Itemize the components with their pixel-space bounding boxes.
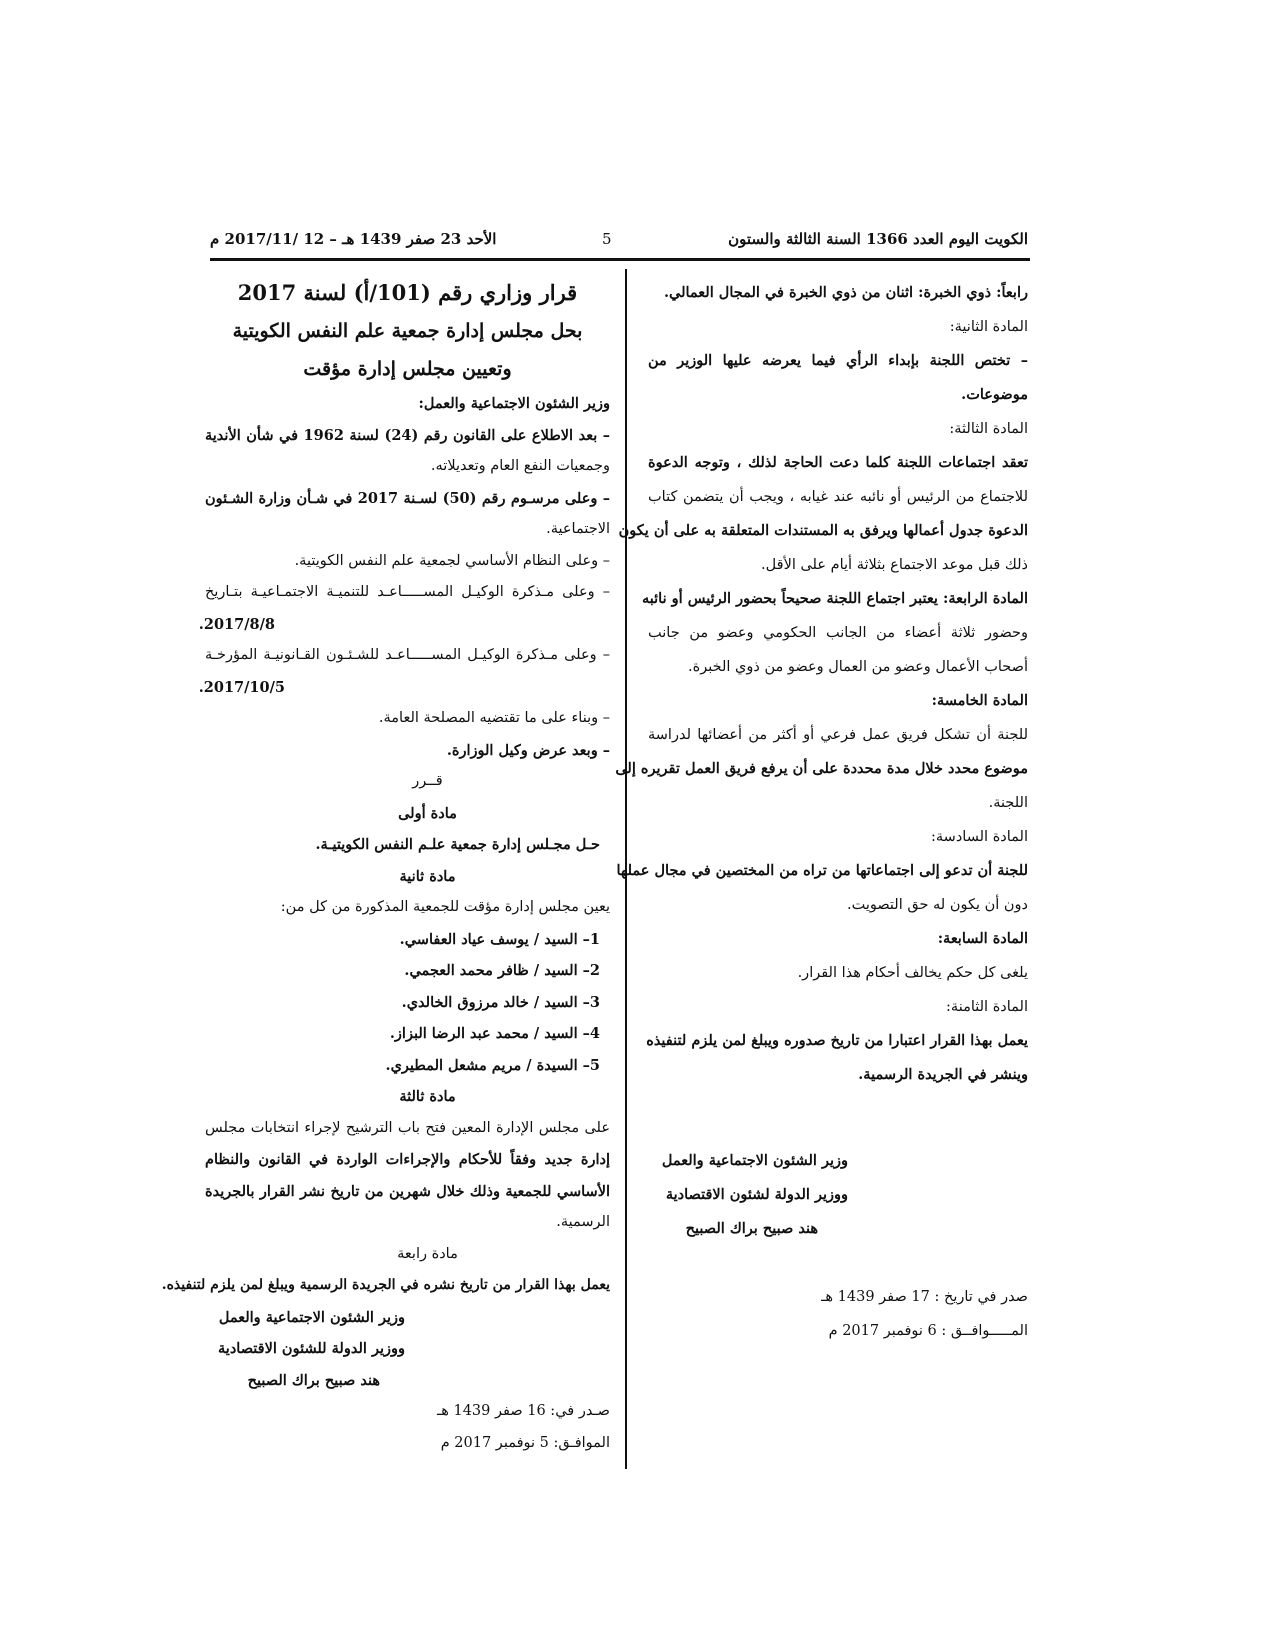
signature-line: ووزير الدولة لشئون الاقتصادية [665,1186,848,1203]
paragraph-line: يلغى كل حكم يخالف أحكام هذا القرار. [797,965,1028,981]
paragraph-line: وحضور ثلاثة أعضاء من الجانب الحكومي وعضو من جانب [648,625,1028,641]
paragraph-line: يعين مجلس إدارة مؤقت للجمعية المذكورة من كل من: [280,899,610,915]
article-heading: المادة السادسة: [931,829,1028,845]
paragraph-line: – وعلى النظام الأساسي لجمعية علم النفس الكويتية. [294,552,610,569]
paragraph-line: يعمل بهذا القرار من تاريخ نشره في الجريدة الرسمية ويبلغ لمن يلزم لتنفيذه. [161,1277,610,1293]
article-heading: المادة الخامسة: [931,692,1028,709]
page-number: 5 [602,230,612,248]
header-issue-info: الكويت اليوم العدد 1366 السنة الثالثة والستون [728,230,1028,248]
paragraph-line: اللجنة. [988,795,1028,811]
paragraph-line: موضوعات. [961,386,1028,403]
list-item: 3– السيد / خالد مرزوق الخالدي. [401,993,600,1011]
paragraph-line: أصحاب الأعمال وعضو من العمال وعضو من ذوي الخبرة. [688,659,1028,675]
paragraph-line: ذلك قبل موعد الاجتماع بثلاثة أيام على الأقل. [761,557,1028,573]
left-column [161,274,611,1459]
issue-date-block [648,1280,1028,1348]
paragraph-line: تعقد اجتماعات اللجنة كلما دعت الحاجة لذلك ، وتوجه الدعوة [648,454,1028,471]
paragraph-line: – بعد الاطلاع على القانون رقم (24) لسنة 1962 في شأن الأندية [205,426,610,444]
list-item: 4– السيد / محمد عبد الرضا البزاز. [389,1025,600,1042]
paragraph-line: للاجتماع من الرئيس أو نائبه عند غيابه ، ويجب أن يتضمن كتاب [648,489,1028,505]
right-column [615,276,1028,1348]
signature-line: وزير الشئون الاجتماعية والعمل [218,1308,405,1326]
paragraph-line: وزير الشئون الاجتماعية والعمل: [418,395,610,412]
article-heading: مادة رابعة [397,1245,458,1262]
article-heading: المادة الثالثة: [949,421,1028,437]
paragraph-line: للجنة أن تدعو إلى اجتماعاتها من تراه من المختصين في مجال عملها [616,862,1028,879]
page-header [210,230,1028,254]
paragraph-line: وينشر في الجريدة الرسمية. [858,1066,1028,1083]
signature-name: هند صبيح براك الصبيح [685,1220,818,1237]
paragraph-line: الأساسي للجمعية وذلك خلال شهرين من تاريخ نشر القرار بالجريدة [205,1182,610,1200]
paragraph-line: وجمعيات النفع العام وتعديلاته. [430,458,610,474]
paragraph-line: المادة الرابعة: يعتبر اجتماع اللجنة صحيحاً بحضور الرئيس أو نائبه [641,590,1028,607]
paragraph-line: 2017/10/5. [198,678,285,696]
paragraph-line: – وبعد عرض وكيل الوزارة. [446,741,610,759]
header-date: الأحد 23 صفر 1439 هـ – 12 /2017/11 م [210,230,497,248]
paragraph-line: يعمل بهذا القرار اعتبارا من تاريخ صدوره ويبلغ لمن يلزم لتنفيذه [646,1032,1028,1049]
signature-name: هند صبيح براك الصبيح [247,1371,380,1389]
paragraph-line: حـل مجـلس إدارة جمعية علـم النفس الكويتيـة. [315,836,600,853]
paragraph-line: موضوع محدد خلال مدة محددة على أن يرفع فريق العمل تقريره إلى [615,760,1028,777]
article-heading: مادة ثالثة [399,1088,456,1105]
article-heading: المادة السابعة: [937,930,1028,947]
paragraph-line: 2017/8/8. [198,615,275,633]
signature-line: وزير الشئون الاجتماعية والعمل [661,1152,848,1169]
decision-heading: قــرر [412,773,443,789]
issue-date-gregorian: الموافـق: 5 نوفمبر 2017 م [440,1434,610,1451]
paragraph-line: الرسمية. [556,1214,610,1230]
paragraph-line: – وعلى مـذكرة الوكيـل المســـــاعـد للتنميـة الاجتمـاعيـة بتـاريخ [205,584,610,600]
paragraph-line: الاجتماعية. [546,521,610,537]
list-item: 1– السيد / يوسف عياد العفاسي. [399,930,600,948]
paragraph-line: – وعلى مـذكرة الوكيـل المســـــاعـد للشـئـون القـانونيـة المؤرخـة [205,647,610,663]
paragraph-line: – وبناء على ما تقتضيه المصلحة العامة. [378,710,610,726]
decree-title: قرار وزاري رقم (101/أ) لسنة 2017 [237,280,578,305]
paragraph-line: – تختص اللجنة بإبداء الرأي فيما يعرضه عليها الوزير من [648,352,1028,369]
list-item: 2– السيد / ظافر محمد العجمي. [404,962,600,979]
decree-subtitle: وتعيين مجلس إدارة مؤقت [303,358,512,380]
article-heading: مادة أولى [398,804,457,822]
paragraph-line: دون أن يكون له حق التصويت. [846,897,1028,913]
header-divider [210,258,1030,261]
signature-block [648,1144,1028,1246]
issue-date-hijri: صدر في تاريخ : 17 صفر 1439 هـ [821,1289,1028,1305]
article-heading: مادة ثانية [399,867,456,885]
article-heading: المادة الثامنة: [946,999,1028,1015]
issue-date-gregorian: المـــــوافــق : 6 نوفمبر 2017 م [828,1323,1028,1339]
paragraph-line: – وعلى مرسـوم رقم (50) لسـنة 2017 في شـأن وزارة الشـئون [205,489,611,507]
decree-subtitle: بحل مجلس إدارة جمعية علم النفس الكويتية [232,320,583,342]
paragraph-line: رابعاً: ذوي الخبرة: اثنان من ذوي الخبرة في المجال العمالي. [663,284,1028,301]
article-heading: المادة الثانية: [949,319,1028,335]
signature-line: ووزير الدولة للشئون الاقتصادية [218,1340,405,1357]
paragraph-line: على مجلس الإدارة المعين فتح باب الترشيح لإجراء انتخابات مجلس [205,1119,610,1136]
paragraph-line: الدعوة جدول أعمالها ويرفق به المستندات المتعلقة به على أن يكون [618,522,1028,539]
paragraph-line: للجنة أن تشكل فريق عمل فرعي أو أكثر من أعضائها لدراسة [648,727,1028,743]
list-item: 5– السيدة / مريم مشعل المطيري. [385,1056,600,1074]
issue-date-hijri: صـدر في: 16 صفر 1439 هـ [436,1403,610,1419]
paragraph-line: إدارة جديد وفقاً للأحكام والإجراءات الواردة في القانون والنظام [205,1151,610,1168]
